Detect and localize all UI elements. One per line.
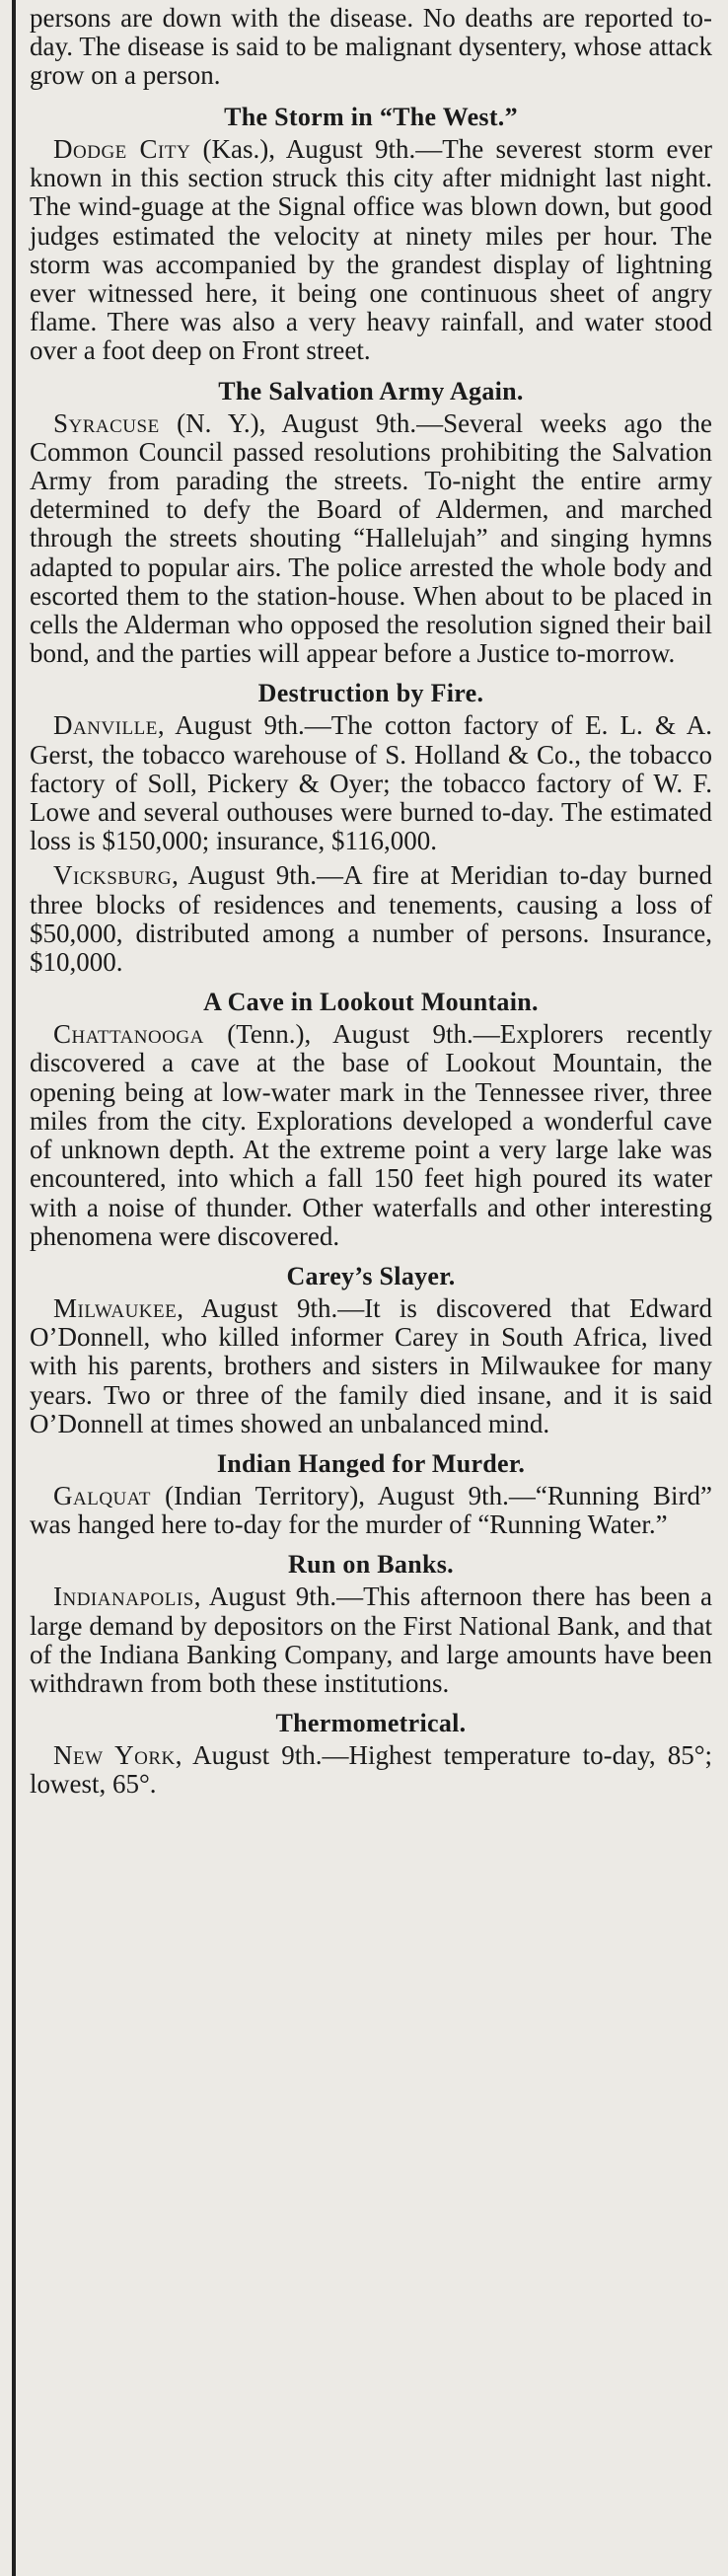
story-headline: Destruction by Fire. [257, 679, 484, 708]
story-paragraph [30, 1582, 712, 1698]
lead-fragment: persons are down with the disease. No deaths are reported to-day. The disease is said to be malignant dysentery, whose attack grow on a person. [30, 3, 712, 90]
story-salvation-army [30, 376, 712, 669]
story-storm-west [30, 102, 712, 366]
story-dateline: Danville [53, 710, 158, 741]
story-headline: Run on Banks. [288, 1550, 454, 1580]
story-body: (Indian Territory), August 9th.—“Running Bird” was hanged here to-day for the murder of “Running Water.” [30, 1480, 712, 1540]
story-headline: Indian Hanged for Murder. [216, 1448, 526, 1478]
story-paragraph [30, 1741, 712, 1799]
story-body: , August 9th.—This afternoon there has been a large demand by depositors on the First National Bank, and that of the Indiana Banking Company, and large amounts have been withdrawn from both these institutions. [30, 1582, 712, 1698]
story-body: (Tenn.), August 9th.—Explorers recently discovered a cave at the base of Lookout Mountain, the opening being at low-water mark in the Tennessee river, three miles from the city. Explorations developed a wonderful cave of unknown depth. At the extreme point a very large lake was encountered, into which a fall 150 feet high poured its water with a noise of thunder. Other waterfalls and other interesting phenomena were discovered. [30, 1019, 712, 1251]
story-careys-slayer [30, 1261, 712, 1438]
story-dateline: Milwaukee [53, 1292, 178, 1323]
story-headline: The Storm in “The West.” [224, 103, 518, 131]
story-headline: Carey’s Slayer. [286, 1261, 456, 1290]
story-run-on-banks [30, 1549, 712, 1698]
story-lookout-cave [30, 987, 712, 1251]
column-rule [12, 0, 16, 2576]
story-headline: The Salvation Army Again. [218, 376, 524, 405]
story-dateline: New York [53, 1740, 176, 1771]
story-dateline: Vicksburg [53, 860, 173, 891]
story-paragraph [30, 409, 712, 669]
story-paragraph [30, 135, 712, 366]
story-body: (N. Y.), August 9th.—Several weeks ago the Common Council passed resolutions prohibiting the Salvation Army from parading the streets. To-night the entire army determined to defy the Board of Aldermen, and marched through the streets shouting “Hallelujah” and singing hymns adapted to popular airs. The police arrested the whole body and escorted them to the station-house. When about to be placed in cells the Alderman who opposed the resolution signed their bail bond, and the parties will appear before a Justice to-morrow. [30, 407, 712, 669]
story-headline: A Cave in Lookout Mountain. [203, 988, 539, 1017]
story-dateline: Dodge City [53, 134, 191, 164]
story-paragraph [30, 1294, 712, 1438]
story-paragraph [30, 1482, 712, 1539]
story-paragraph [30, 711, 712, 855]
story-body: (Kas.), August 9th.—The severest storm ever known in this section struck this city after midnight last night. The wind-guage at the Signal office was blown down, but good judges estimated the velocity at ninety miles per hour. The storm was accompanied by the grandest display of lightning ever witnessed here, it being one continuous sheet of angry flame. There was also a very heavy rainfall, and water stood over a foot deep on Front street. [30, 134, 713, 366]
story-dateline: Syracuse [53, 407, 160, 438]
story-body: , August 9th.—The cotton factory of E. L. & A. Gerst, the tobacco warehouse of S. Holland & Co., the tobacco factory of Soll, Pickery & Oyer; the tobacco factory of W. F. Lowe and several outhouses were burned to-day. The estimated loss is $150,000; insurance, $116,000. [30, 710, 712, 856]
story-headline: Thermometrical. [275, 1709, 467, 1738]
story-dateline: Chattanooga [53, 1019, 204, 1050]
story-body: , August 9th.—It is discovered that Edward O’Donnell, who killed informer Carey in South Africa, lived with his parents, brothers and sisters in Milwaukee for many years. Two or three of the family died insane, and it is said O’Donnell at times showed an unbalanced mind. [30, 1292, 712, 1438]
story-thermometrical [30, 1708, 712, 1799]
story-paragraph [30, 1020, 712, 1251]
story-dateline: Indianapolis [53, 1582, 194, 1612]
story-body: , August 9th.—A fire at Meridian to-day burned three blocks of residences and tenements, causing a loss of $50,000, distributed among a number of persons. Insurance, $10,000. [30, 860, 712, 978]
story-destruction-by-fire [30, 678, 712, 977]
story-paragraph [30, 861, 712, 977]
story-indian-hanged [30, 1448, 712, 1539]
story-dateline: Galquat [53, 1480, 151, 1510]
story-body: , August 9th.—Highest temperature to-day, 85°; lowest, 65°. [30, 1740, 712, 1800]
